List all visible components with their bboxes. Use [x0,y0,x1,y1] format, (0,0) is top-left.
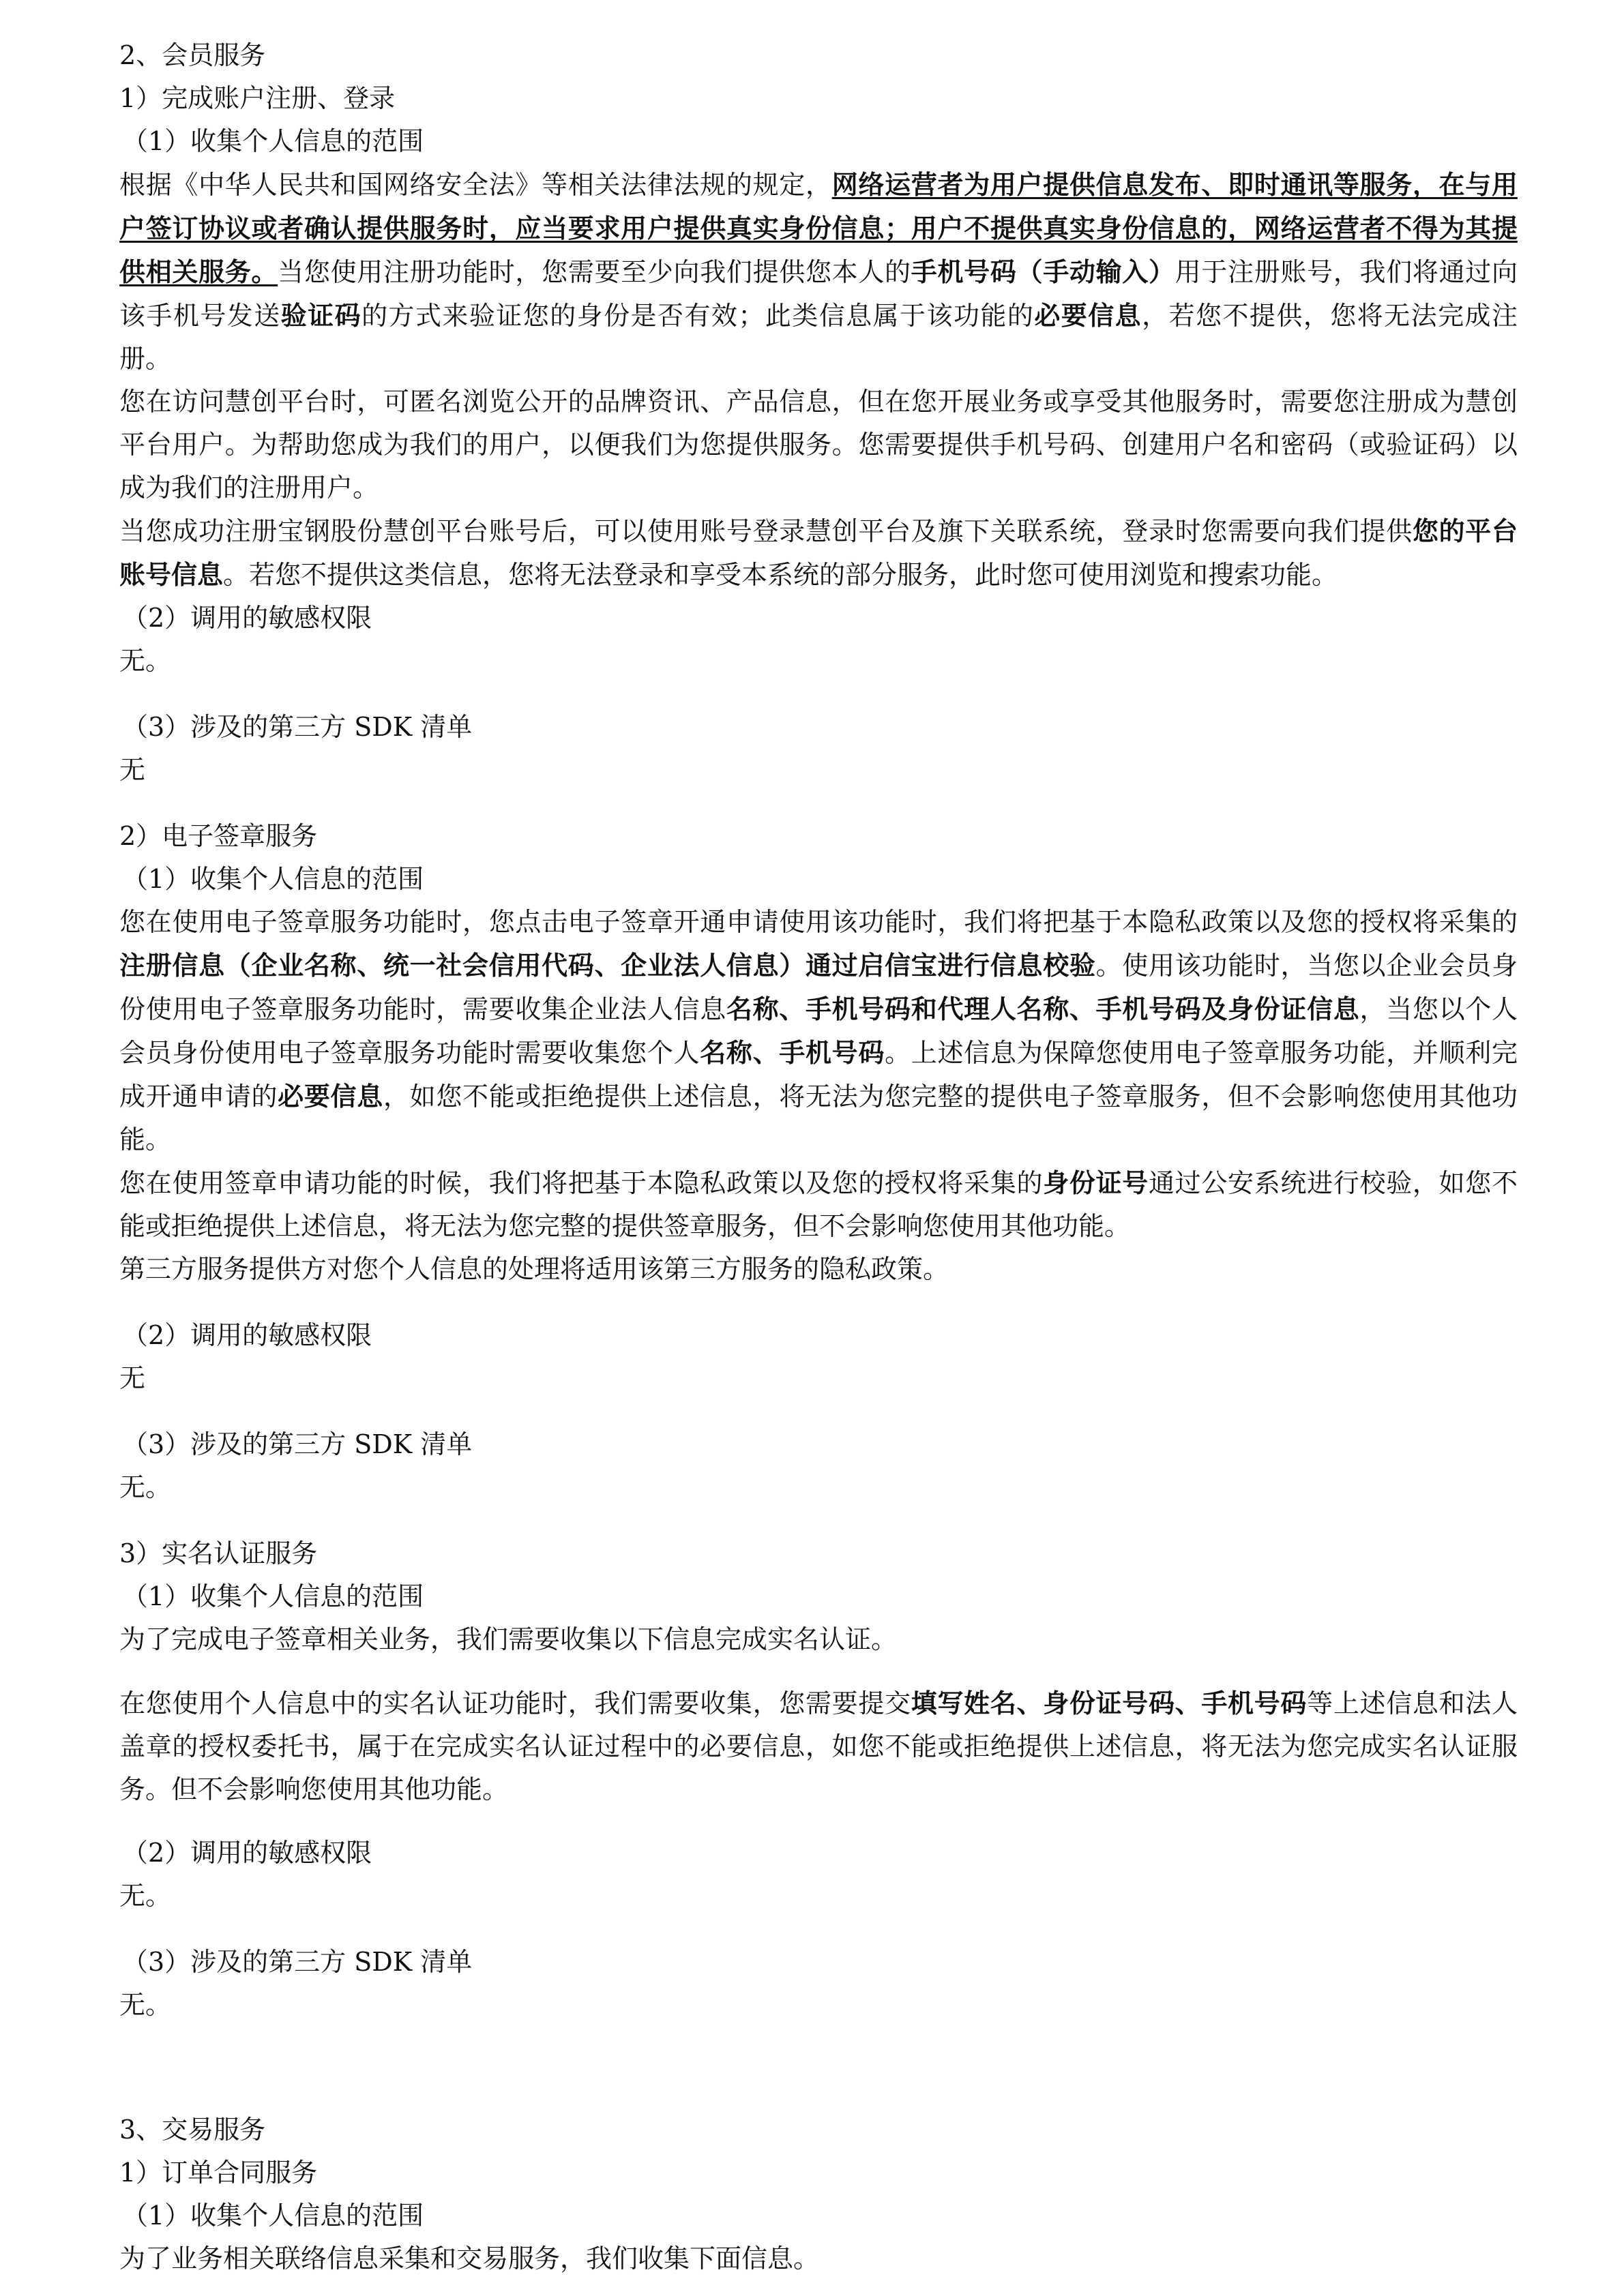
text-run: ，如您不能或拒绝提供上述信息，将无法为您完整的提供电子签章服务，但不会影响您使用其他功能。 [119,1082,1518,1154]
text-run: 您在使用电子签章服务功能时，您点击电子签章开通申请使用该功能时，我们将把基于本隐私政策以及您的授权将采集的 [119,907,1518,937]
subsection-heading-order: 1）订单合同服务 [119,2158,318,2188]
permissions-value: 无 [119,1363,146,1393]
sdk-value: 无。 [119,1472,172,1502]
permissions-value: 无。 [119,646,172,676]
paragraph: 为了完成电子签章相关业务，我们需要收集以下信息完成实名认证。 [119,1624,898,1654]
paragraph [119,1682,1518,1811]
section-title-trade: 3、交易服务 [119,2115,266,2145]
bold-term: 填写姓名、身份证号码、手机号码 [911,1688,1308,1718]
text-run: 等上述信息和法人盖章的授权委托书，属于在完成实名认证过程中的必要信息，如您不能或拒绝提供上述信息，将无法为您完成实名认证服务。但不会影响您使用其他功能。 [119,1688,1518,1804]
paragraph [119,509,1518,597]
text-run: 用于注册账号，我们将通过向该手机号发送 [119,257,1518,331]
bold-term: 必要信息 [278,1081,383,1112]
text-run: ，当您以个人会员身份使用电子签章服务功能时需要收集您个人 [119,994,1518,1068]
underlined-legal-quote: 网络运营者为用户提供信息发布、即时通讯等服务，在与用户签订协议或者确认提供服务时，应当要求用户提供真实身份信息；用户不提供真实身份信息的，网络运营者不得为其提供相关服务。 [119,169,1518,287]
permissions-heading: （2）调用的敏感权限 [122,1320,372,1350]
paragraph: 您在访问慧创平台时，可匿名浏览公开的品牌资讯、产品信息，但在您开展业务或享受其他服务时，需要您注册成为慧创平台用户。为帮助您成为我们的用户，以便我们为您提供服务。您需要提供手机号码、创建用户名和密码（或验证码）以成为我们的注册用户。 [119,387,1518,503]
bold-term: 身份证号 [1043,1167,1149,1198]
text-run: 您在使用签章申请功能的时候，我们将把基于本隐私政策以及您的授权将采集的 [119,1168,1044,1198]
bold-term: 名称、手机号码 [700,1037,885,1068]
text-run: ，若您不提供，您将无法完成注册。 [119,301,1518,374]
text-run: 。若您不提供这类信息，您将无法登录和享受本系统的部分服务，此时您可使用浏览和搜索功能。 [223,560,1338,590]
bold-term: 手机号码（手动输入） [911,256,1175,287]
scope-heading: （1）收集个人信息的范围 [122,1581,424,1611]
scope-heading: （1）收集个人信息的范围 [122,864,424,894]
text-run: 在您使用个人信息中的实名认证功能时，我们需要收集，您需要提交 [119,1688,911,1718]
sdk-heading: （3）涉及的第三方 SDK 清单 [122,712,473,742]
scope-heading: （1）收集个人信息的范围 [122,126,424,156]
text-run: 。上述信息为保障您使用电子签章服务功能，并顺利完成开通申请的 [119,1038,1518,1112]
bold-term: 您的平台账号信息 [119,516,1518,590]
paragraph [119,1161,1518,1248]
bold-term: 必要信息 [1034,300,1142,331]
section-title-membership: 2、会员服务 [119,40,266,70]
text-run: 。使用该功能时，当您以企业会员身份使用电子签章服务功能时，需要收集企业法人信息 [119,951,1518,1024]
paragraph: 第三方服务提供方对您个人信息的处理将适用该第三方服务的隐私政策。 [119,1254,949,1284]
permissions-value: 无。 [119,1881,172,1911]
sdk-heading: （3）涉及的第三方 SDK 清单 [122,1947,473,1977]
sdk-value: 无 [119,755,146,785]
paragraph [119,163,1518,381]
text-run: 当您使用注册功能时，您需要至少向我们提供您本人的 [278,257,911,287]
subsection-heading-realname: 3）实名认证服务 [119,1538,318,1568]
bold-term: 注册信息（企业名称、统一社会信用代码、企业法人信息）通过启信宝进行信息校验 [119,950,1096,981]
text-run: 通过公安系统进行校验，如您不能或拒绝提供上述信息，将无法为您完整的提供签章服务，但不会影响您使用其他功能。 [119,1168,1518,1241]
text-run: 当您成功注册宝钢股份慧创平台账号后，可以使用账号登录慧创平台及旗下关联系统，登录时您需要向我们提供 [119,516,1413,546]
scope-heading: （1）收集个人信息的范围 [122,2201,424,2231]
bold-term: 验证码 [280,300,362,331]
permissions-heading: （2）调用的敏感权限 [122,1838,372,1868]
subsection-heading-esign: 2）电子签章服务 [119,821,318,851]
text-run: 的方式来验证您的身份是否有效；此类信息属于该功能的 [361,301,1035,331]
bold-term: 名称、手机号码和代理人名称、手机号码及身份证信息 [726,994,1360,1024]
subsection-heading-account: 1）完成账户注册、登录 [119,83,396,113]
text-run: 根据《中华人民共和国网络安全法》等相关法律法规的规定， [119,170,832,200]
sdk-heading: （3）涉及的第三方 SDK 清单 [122,1429,473,1459]
paragraph [119,901,1518,1161]
paragraph: 为了业务相关联络信息采集和交易服务，我们收集下面信息。 [119,2243,820,2273]
policy-document [119,34,1518,2280]
sdk-value: 无。 [119,1990,172,2020]
permissions-heading: （2）调用的敏感权限 [122,603,372,633]
